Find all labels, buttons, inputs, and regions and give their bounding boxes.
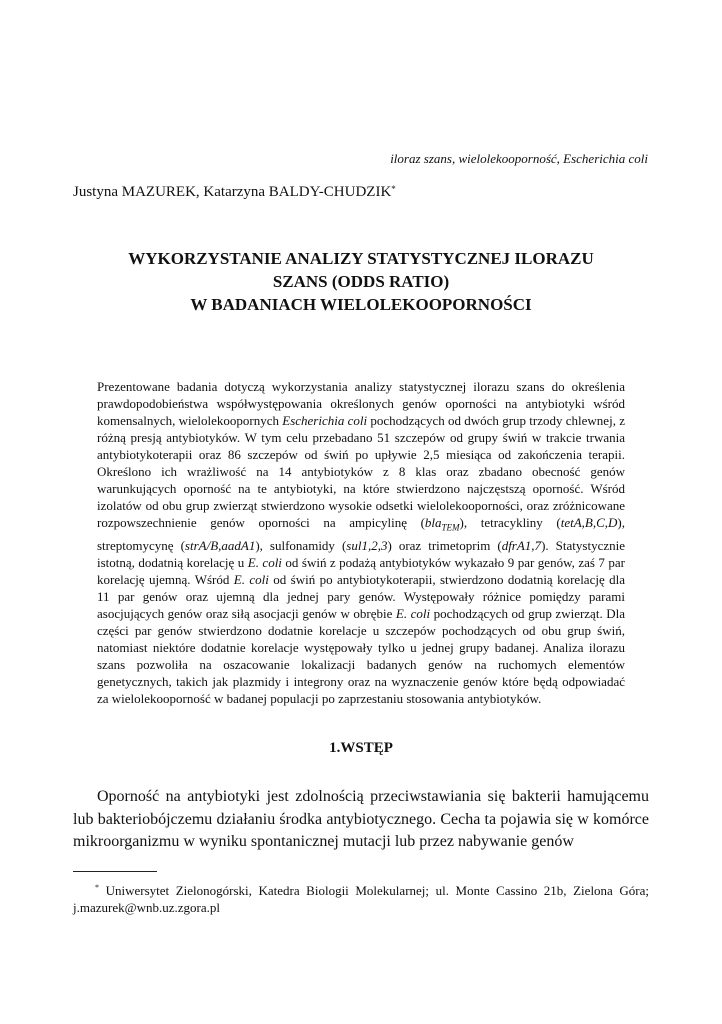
abstract-text: pochodzących od grup zwierząt. Dla części par genów stwierdzono dodatnie korelacje u szczepów pochodzących od obu grup świń, natomiast niektóre dodatnie korelacje występowały tylko u jednej grupy badanej. Analiza ilorazu szans pozwoliła na oszacowanie lokalizacji badanych genów na ruchomych elementów genetycznych, takich jak plazmidy i integrony oraz na wyznaczenie genów które będą odpowiadać za wielolekooporność w badanej populacji po zaprzestaniu stosowania antybiotyków. [97,605,625,706]
gene-name: strA/B,aadA1 [184,537,256,553]
author-names [73,183,396,201]
footnote [73,882,649,916]
abstract [97,378,625,707]
footnote-mark: * [95,883,99,892]
abstract-text: pochodzących od dwóch grup trzody chlewnej, z różną presją antybiotyków. W tym celu przebadano 51 szczepów od grupy świń w trakcie trwania antybiotykoterapii oraz 86 szczepów od świń po upływie 2,5 miesiąca od zakończenia terapii. Określono ich wrażliwość na 14 antybiotyków z 8 klas oraz zbadano obecność genów warunkujących oporność na te antybiotyki, na które stwierdzono najczęstszą oporność. Wśród izolatów od obu grup zwierząt stwierdzono wysokie odsetki wielolekooporności, oraz zróżnicowane rozpowszechnienie genów oporności na ampicylinę ( [97,413,625,530]
intro-paragraph: Oporność na antybiotyki jest zdolnością przeciwstawiania się bakterii hamującemu lub bakteriobójczemu działaniu środka antybiotycznego. Cecha ta pojawia się w komórce mikroorganizmu w wyniku spontanicznej mutacji lub przez nabywanie genów [73,788,649,850]
gene-subscript: TEM [441,522,460,533]
author-names-text: Justyna MAZUREK, Katarzyna BALDY-CHUDZIK [73,184,392,200]
species-name: Escherichia coli [282,413,368,428]
section-heading: 1.WSTĘP [329,740,393,756]
title-line-3: W BADANIACH WIELOLEKOOPORNOŚCI [190,295,532,314]
footnote-text: Uniwersytet Zielonogórski, Katedra Biologii Molekularnej; ul. Monte Cassino 21b, Zielona Góra; j.mazurek@wnb.uz.zgora.pl [73,883,649,915]
title-line-1: WYKORZYSTANIE ANALIZY STATYSTYCZNEJ ILORAZU [128,249,594,268]
abstract-text: ), sulfonamidy ( [255,537,347,553]
abstract-text: od świń po antybiotykoterapii, stwierdzono dodatnią korelację dla 11 par genów oraz ujemną dla jednej pary genów. Występowały różnice pomiędzy parami asocjujących genów oraz siłą asocjacji genów w obrębie [97,571,626,621]
affiliation-mark: * [391,184,396,194]
gene-name: tetA,B,C,D [560,515,618,530]
gene-name: bla [424,515,442,530]
species-name: E. coli [395,605,431,621]
gene-name: dfrA1,7 [501,537,542,553]
abstract-text: Prezentowane badania dotyczą wykorzystania analizy statystycznej ilorazu szans do określenia prawdopodobieństwa współwystępowania określonych genów oporności na antybiotyki wśród komensalnych, wielolekoopornych [97,379,625,428]
abstract-text: ), tetracykliny ( [459,515,561,530]
paper-title [73,247,649,316]
title-line-2: SZANS (ODDS RATIO) [272,272,450,291]
abstract-text: od świń z podażą antybiotyków wykazało 9 par genów, zaś 7 par korelację ujemną. Wśród [97,554,626,587]
abstract-text: ) oraz trimetoprim ( [387,537,502,553]
footnote-divider [73,871,157,872]
keywords-line: iloraz szans, wielolekooporność, Escherichia coli [390,151,648,166]
abstract-text: ). Statystycznie istotną, dodatnią korelację u [97,537,625,570]
abstract-text: ), streptomycynę ( [97,515,626,553]
species-name: E. coli [233,571,269,587]
gene-name: sul1,2,3 [346,537,388,553]
species-name: E. coli [247,554,282,570]
